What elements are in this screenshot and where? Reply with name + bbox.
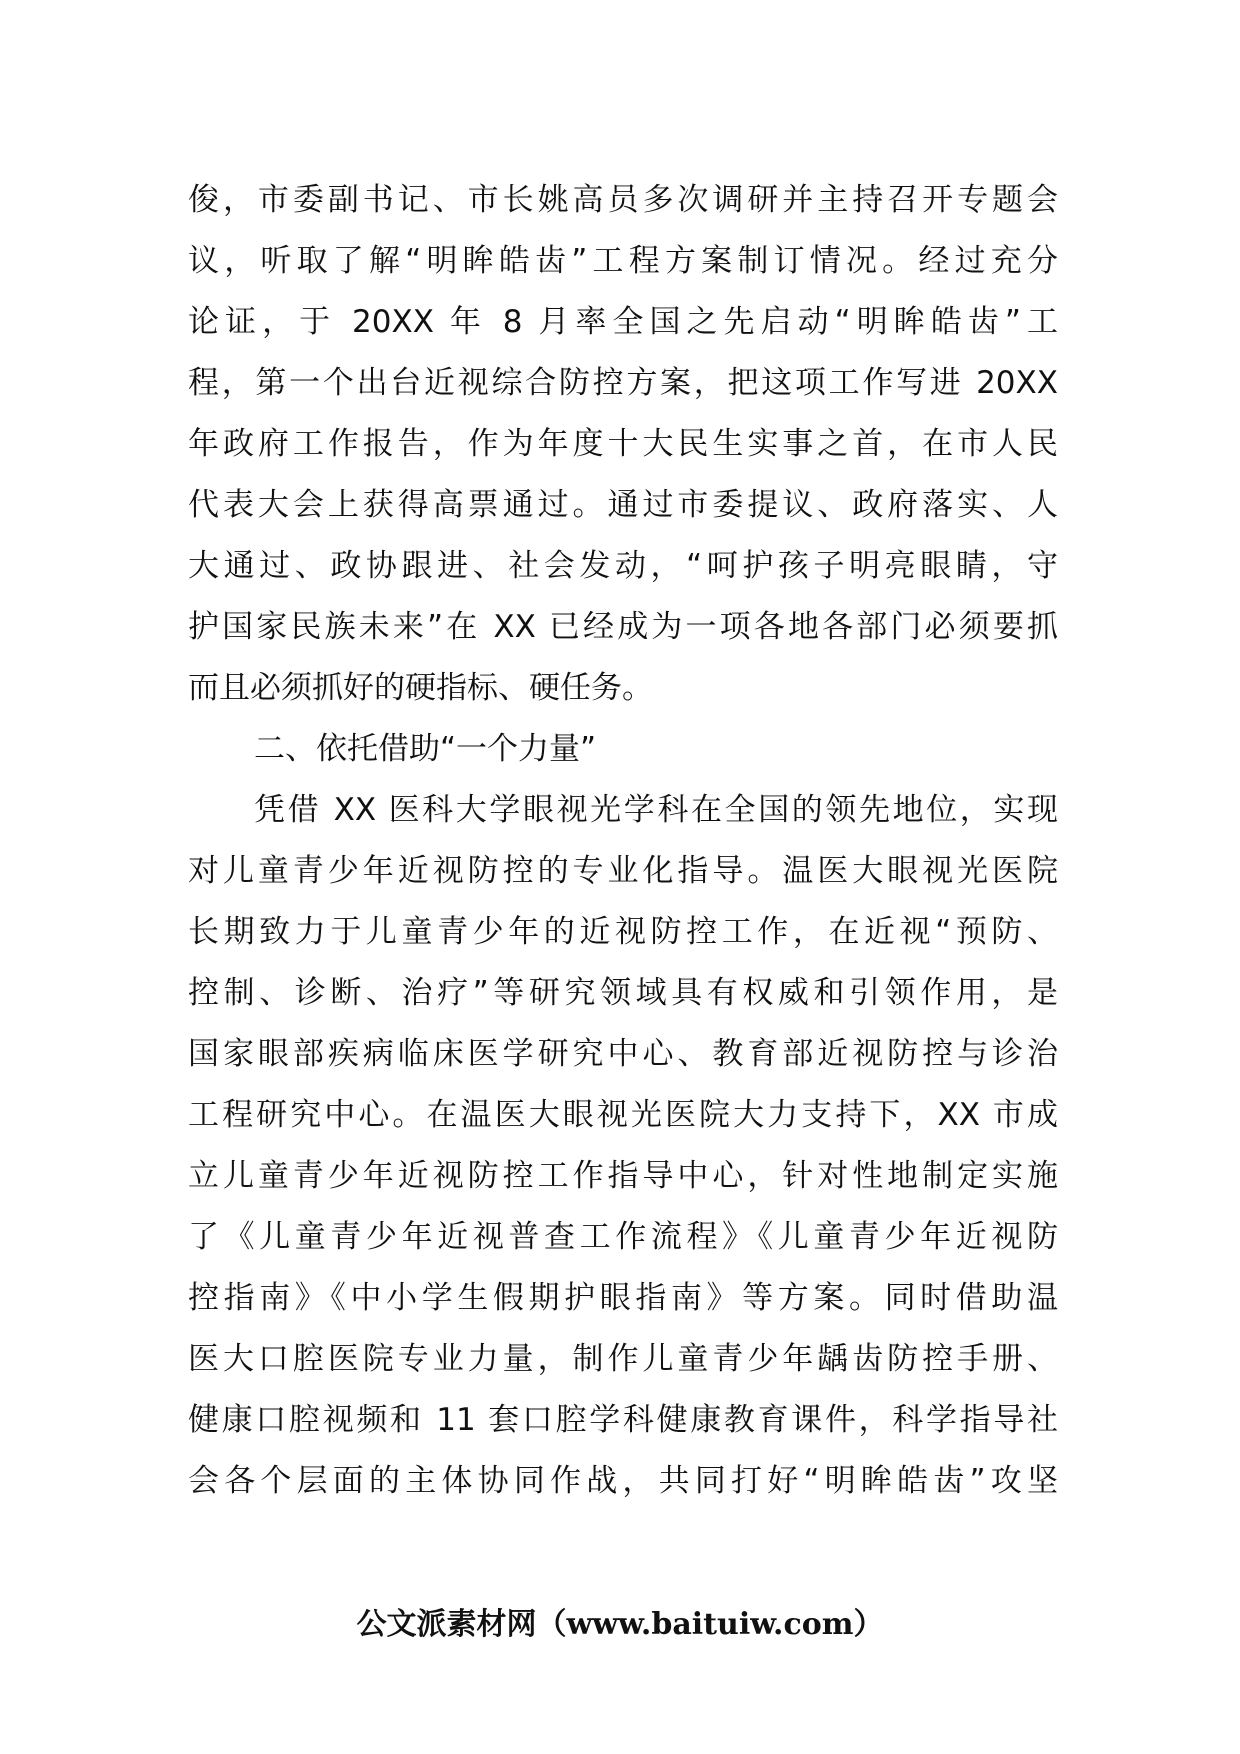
paragraph-line: 护国家民族未来”在 XX 已经成为一项各地各部门必须要抓 (188, 609, 1058, 645)
paragraph-line: 立儿童青少年近视防控工作指导中心，针对性地制定实施 (188, 1158, 1058, 1194)
paragraph-line: 代表大会上获得高票通过。通过市委提议、政府落实、人 (188, 487, 1058, 523)
paragraph-line: 大通过、政协跟进、社会发动，“呵护孩子明亮眼睛，守 (188, 548, 1058, 584)
paragraph-line: 了《儿童青少年近视普查工作流程》《儿童青少年近视防 (188, 1219, 1058, 1255)
paragraph-line: 健康口腔视频和 11 套口腔学科健康教育课件，科学指导社 (188, 1402, 1058, 1438)
paragraph-line: 国家眼部疾病临床医学研究中心、教育部近视防控与诊治 (188, 1036, 1058, 1072)
paragraph-line: 医大口腔医院专业力量，制作儿童青少年龋齿防控手册、 (188, 1341, 1058, 1377)
paragraph-line: 会各个层面的主体协同作战，共同打好“明眸皓齿”攻坚 (188, 1463, 1058, 1499)
paragraph-line: 议，听取了解“明眸皓齿”工程方案制订情况。经过充分 (188, 243, 1058, 279)
paragraph-line: 程，第一个出台近视综合防控方案，把这项工作写进 20XX (188, 365, 1058, 401)
paragraph-line: 控制、诊断、治疗”等研究领域具有权威和引领作用，是 (188, 975, 1058, 1011)
paragraph-line: 工程研究中心。在温医大眼视光医院大力支持下，XX 市成 (188, 1097, 1058, 1133)
footer-watermark: 公文派素材网（www.baituiw.com） (356, 1607, 884, 1642)
paragraph-line: 对儿童青少年近视防控的专业化指导。温医大眼视光医院 (188, 853, 1058, 889)
paragraph-line: 控指南》《中小学生假期护眼指南》等方案。同时借助温 (188, 1280, 1058, 1316)
paragraph-line: 俊，市委副书记、市长姚高员多次调研并主持召开专题会 (188, 182, 1058, 218)
section-heading: 二、依托借助“一个力量” (254, 731, 597, 767)
paragraph-line: 论证，于 20XX 年 8 月率全国之先启动“明眸皓齿”工 (188, 304, 1058, 340)
paragraph-line: 而且必须抓好的硬指标、硬任务。 (188, 670, 653, 706)
paragraph-line: 年政府工作报告，作为年度十大民生实事之首，在市人民 (188, 426, 1058, 462)
paragraph-line: 长期致力于儿童青少年的近视防控工作，在近视“预防、 (188, 914, 1058, 950)
paragraph-line: 凭借 XX 医科大学眼视光学科在全国的领先地位，实现 (254, 792, 1058, 828)
